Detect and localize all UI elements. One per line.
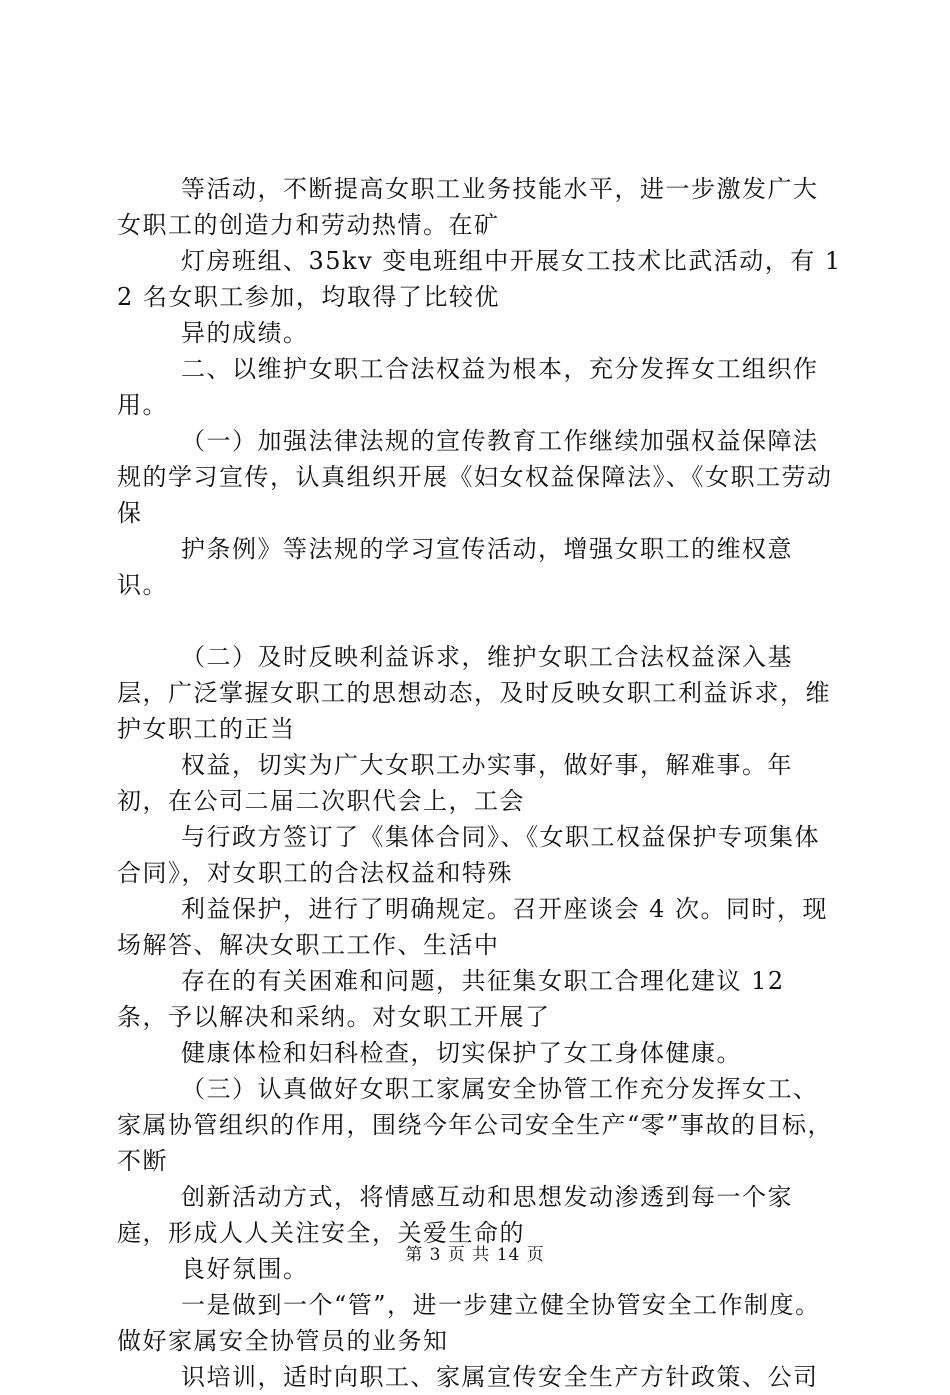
page-number-footer: 第 3 页 共 14 页 xyxy=(405,1245,545,1265)
paragraph-2: 灯房班组、35kv 变电班组中开展女工技术比武活动，有 12 名女职工参加，均取得了比较优 xyxy=(117,247,842,311)
paragraph-4-heading: 二、以维护女职工合法权益为根本，充分发挥女工组织作用。 xyxy=(117,355,819,419)
paragraph-17: 识培训，适时向职工、家属宣传安全生产方针政策、公司 xyxy=(181,1363,819,1391)
paragraph-14: 创新活动方式，将情感互动和思想发动渗透到每一个家庭，形成人人关注安全，关爱生命的 xyxy=(117,1183,793,1247)
paragraph-1: 等活动，不断提高女职工业务技能水平，进一步激发广大女职工的创造力和劳动热情。在矿 xyxy=(117,175,819,239)
paragraph-15: 良好氛围。 xyxy=(181,1255,309,1283)
paragraph-3: 异的成绩。 xyxy=(181,319,309,347)
paragraph-5: （一）加强法律法规的宣传教育工作继续加强权益保障法规的学习宣传，认真组织开展《妇女权益保障法》、《女职工劳动保 xyxy=(117,427,833,527)
paragraph-11: 存在的有关困难和问题，共征集女职工合理化建议 12 条，予以解决和采纳。对女职工开展了 xyxy=(117,967,785,1031)
paragraph-13: （三）认真做好女职工家属安全协管工作充分发挥女工、家属协管组织的作用，围绕今年公司安全生产“零”事故的目标，不断 xyxy=(117,1075,834,1175)
paragraph-16: 一是做到一个“管”，进一步建立健全协管安全工作制度。做好家属安全协管员的业务知 xyxy=(117,1291,821,1355)
paragraph-8: 权益，切实为广大女职工办实事，做好事，解难事。年初，在公司二届二次职代会上，工会 xyxy=(117,751,793,815)
paragraph-10: 利益保护，进行了明确规定。召开座谈会 4 次。同时，现场解答、解决女职工工作、生活中 xyxy=(117,895,829,959)
paragraph-7: （二）及时反映利益诉求，维护女职工合法权益深入基层，广泛掌握女职工的思想动态，及时反映女职工利益诉求，维护女职工的正当 xyxy=(117,643,831,743)
document-body xyxy=(117,171,842,1395)
paragraph-6: 护条例》等法规的学习宣传活动，增强女职工的维权意识。 xyxy=(117,535,793,599)
paragraph-9: 与行政方签订了《集体合同》、《女职工权益保护专项集体合同》，对女职工的合法权益和特殊 xyxy=(117,823,820,887)
paragraph-12: 健康体检和妇科检查，切实保护了女工身体健康。 xyxy=(181,1039,742,1067)
